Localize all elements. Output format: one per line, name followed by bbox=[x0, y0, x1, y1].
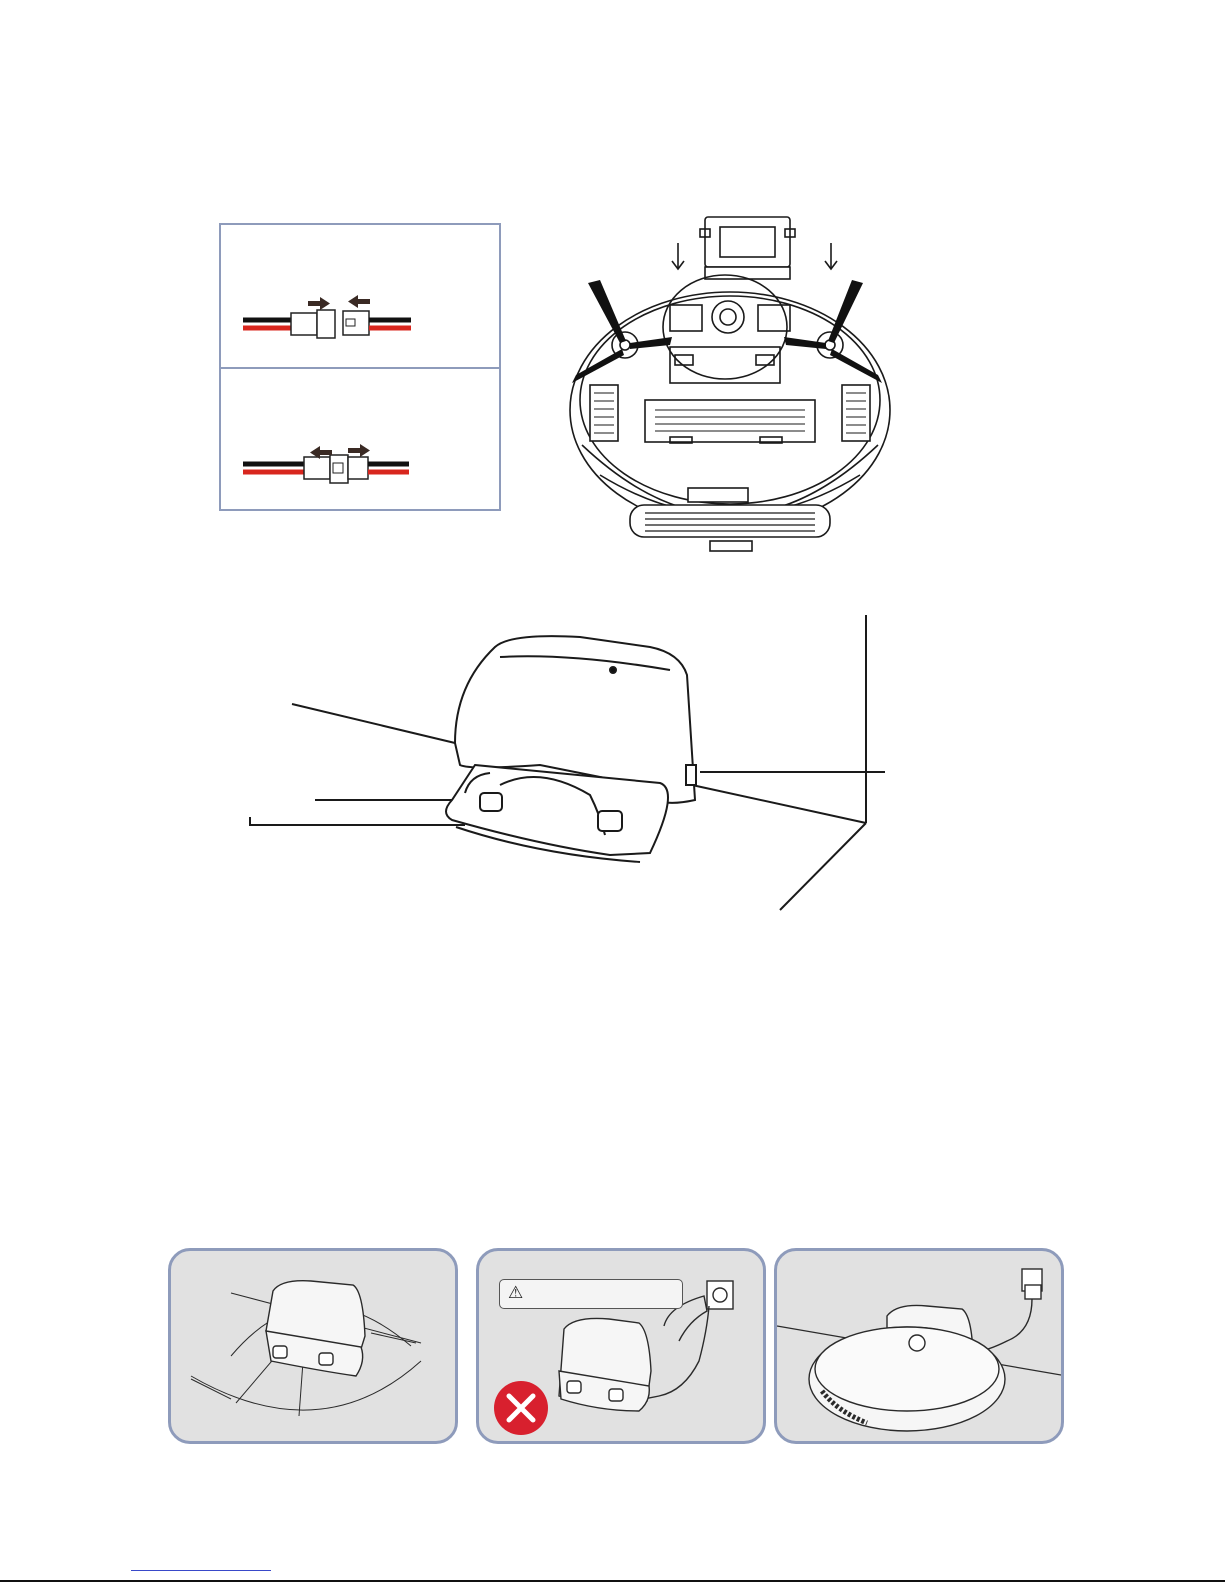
pull-arrow-right-icon bbox=[348, 444, 370, 457]
wall-floor-edge bbox=[692, 785, 866, 823]
footer-rule bbox=[0, 1580, 1225, 1582]
power-cord-warning-panel bbox=[476, 1248, 766, 1444]
warning-callout bbox=[499, 1279, 683, 1309]
down-arrow-icon bbox=[825, 243, 837, 269]
battery-connector-figure bbox=[219, 223, 501, 511]
dock-clearance-illustration bbox=[171, 1251, 458, 1444]
connector-divider bbox=[221, 367, 499, 369]
charging-dock-placement-figure bbox=[240, 615, 1200, 925]
battery-cover-illustration bbox=[700, 217, 795, 279]
robot-underside-figure bbox=[560, 205, 900, 565]
push-arrow-right-icon bbox=[308, 297, 330, 310]
push-arrow-left-icon bbox=[348, 295, 370, 308]
footer-link-underline bbox=[131, 1570, 271, 1571]
connector-drawing bbox=[221, 225, 503, 513]
warning-icon: ⚠ bbox=[508, 1283, 524, 1303]
charging-dock-illustration bbox=[446, 636, 696, 862]
dock-clearance-panel bbox=[168, 1248, 458, 1444]
robot-docked-panel bbox=[774, 1248, 1064, 1444]
connector-step-connect bbox=[243, 295, 411, 338]
floor-edge bbox=[780, 823, 866, 910]
down-arrow-icon bbox=[672, 243, 684, 269]
error-cross-icon bbox=[494, 1381, 548, 1435]
connector-step-disconnect bbox=[243, 444, 409, 483]
robot-docked-illustration bbox=[777, 1251, 1064, 1444]
